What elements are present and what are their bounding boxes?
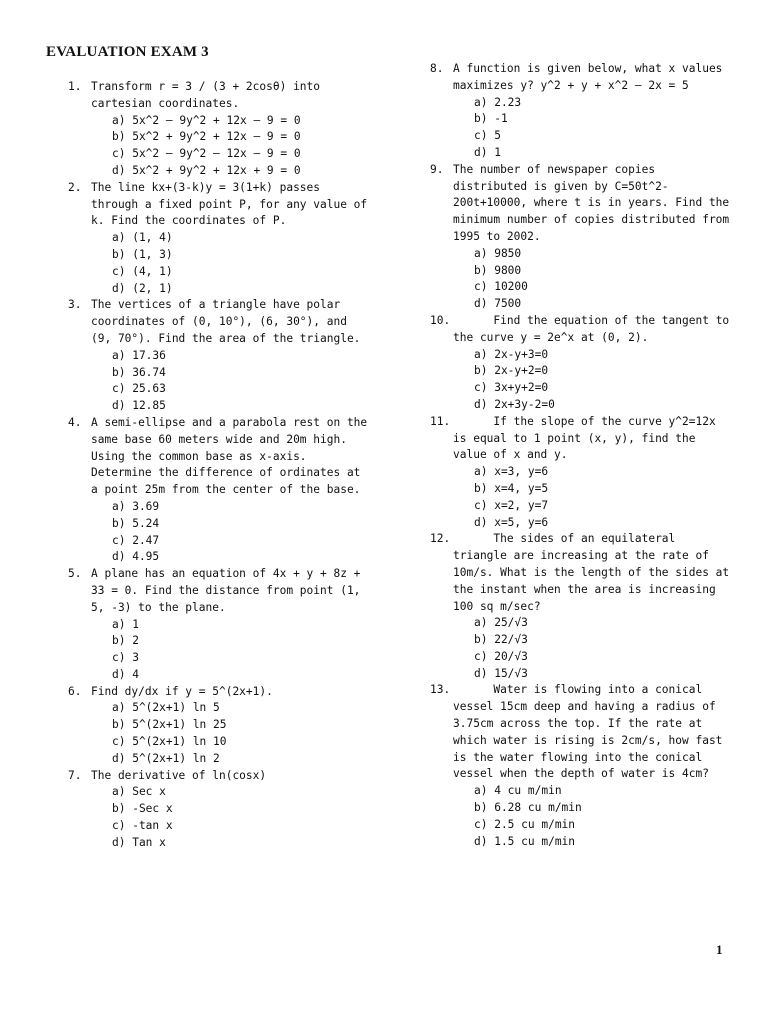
answer-option: d) 1.5 cu m/min bbox=[474, 834, 576, 848]
answer-option: d) 1 bbox=[474, 145, 501, 159]
answer-option: d) (2, 1) bbox=[112, 281, 173, 295]
question-text: The line kx+(3-k)y = 3(1+k) passes through a fixed point P, for any value of k. Find the coordinates of P. bbox=[91, 180, 374, 228]
answer-option: a) 4 cu m/min bbox=[474, 784, 562, 798]
answer-option: d) x=5, y=6 bbox=[474, 515, 549, 529]
question-text: The derivative of ln(cosx) bbox=[91, 768, 267, 782]
question-item bbox=[68, 768, 368, 852]
answer-option: b) -Sec x bbox=[112, 802, 173, 816]
question-number: 8. bbox=[430, 62, 444, 75]
right-question-column bbox=[430, 61, 736, 850]
answer-option: c) 25.63 bbox=[112, 382, 166, 396]
question-number: 7. bbox=[68, 768, 82, 782]
question-row bbox=[68, 768, 368, 785]
answer-option: b) 5^(2x+1) ln 25 bbox=[112, 718, 227, 732]
question-row bbox=[430, 531, 736, 615]
question-row bbox=[430, 682, 730, 783]
question-item bbox=[68, 180, 374, 298]
question-row bbox=[430, 162, 736, 246]
question-item bbox=[430, 313, 736, 414]
question-item bbox=[430, 531, 736, 682]
question-number: 11. bbox=[430, 414, 451, 428]
answer-option: d) 15/√3 bbox=[474, 666, 528, 680]
question-item bbox=[430, 61, 730, 162]
question-number: 3. bbox=[68, 298, 82, 312]
question-text: Find dy/dx if y = 5^(2x+1). bbox=[91, 684, 273, 698]
answer-option: d) Tan x bbox=[112, 835, 166, 849]
answer-option: b) x=4, y=5 bbox=[474, 481, 549, 495]
answer-option: c) 5^(2x+1) ln 10 bbox=[112, 735, 227, 749]
answer-options bbox=[430, 246, 730, 313]
question-text: Water is flowing into a conical vessel 15cm deep and having a radius of 3.75cm across the top. If the rate at which water is rising is 2cm/s, how fast is the water flowing into the conical vessel when the depth of water is 4cm? bbox=[453, 683, 730, 781]
question-item bbox=[430, 414, 730, 532]
answer-option: c) 3 bbox=[112, 651, 139, 665]
answer-option: d) 2x+3y-2=0 bbox=[474, 397, 555, 411]
question-number: 2. bbox=[68, 180, 82, 194]
question-number: 9. bbox=[430, 162, 444, 176]
left-question-column bbox=[68, 79, 374, 852]
answer-option: b) 2 bbox=[112, 634, 139, 648]
question-number: 4. bbox=[68, 415, 82, 429]
answer-option: c) 5 bbox=[474, 129, 501, 143]
question-number: 10. bbox=[430, 313, 451, 327]
question-row bbox=[68, 566, 368, 616]
answer-option: b) 6.28 cu m/min bbox=[474, 801, 582, 815]
answer-options bbox=[430, 615, 730, 682]
answer-option: a) 5^(2x+1) ln 5 bbox=[112, 701, 220, 715]
answer-option: c) x=2, y=7 bbox=[474, 498, 549, 512]
question-row bbox=[430, 414, 730, 464]
answer-options bbox=[68, 700, 368, 767]
question-item bbox=[68, 415, 374, 566]
question-row bbox=[430, 313, 736, 347]
question-number: 1. bbox=[68, 80, 82, 93]
answer-option: a) 9850 bbox=[474, 246, 522, 260]
answer-option: d) 7500 bbox=[474, 297, 522, 311]
answer-option: d) 5^(2x+1) ln 2 bbox=[112, 751, 220, 765]
question-item bbox=[68, 684, 368, 768]
question-row bbox=[68, 415, 374, 499]
answer-options bbox=[68, 784, 368, 851]
answer-option: a) 5x^2 – 9y^2 + 12x – 9 = 0 bbox=[112, 113, 301, 127]
question-number: 6. bbox=[68, 684, 82, 698]
answer-option: a) 1 bbox=[112, 617, 139, 631]
question-number: 5. bbox=[68, 567, 82, 581]
question-item bbox=[68, 79, 368, 180]
answer-option: b) 9800 bbox=[474, 263, 522, 277]
answer-options bbox=[68, 348, 368, 415]
answer-options bbox=[430, 347, 730, 414]
answer-option: b) 5x^2 + 9y^2 + 12x – 9 = 0 bbox=[112, 130, 301, 144]
question-text: A function is given below, what x values maximizes y? y^2 + y + x^2 – 2x = 5 bbox=[453, 62, 730, 92]
answer-option: d) 4 bbox=[112, 667, 139, 681]
answer-options bbox=[68, 113, 368, 180]
question-text: The number of newspaper copies distributed is given by C=50t^2-200t+10000, where t is in years. Find the minimum number of copies distributed from 1995 to 2002. bbox=[453, 162, 736, 243]
question-text: If the slope of the curve y^2=12x is equal to 1 point (x, y), find the value of x and y. bbox=[453, 414, 723, 462]
answer-option: b) (1, 3) bbox=[112, 247, 173, 261]
question-row bbox=[68, 180, 374, 230]
answer-option: a) 2x-y+3=0 bbox=[474, 347, 549, 361]
answer-option: d) 5x^2 + 9y^2 + 12x + 9 = 0 bbox=[112, 163, 301, 177]
answer-options bbox=[430, 783, 730, 850]
page-number: 1 bbox=[716, 942, 723, 957]
answer-option: a) Sec x bbox=[112, 785, 166, 799]
question-number: 12. bbox=[430, 532, 451, 546]
answer-option: a) 3.69 bbox=[112, 499, 160, 513]
answer-option: a) (1, 4) bbox=[112, 231, 173, 245]
answer-option: d) 12.85 bbox=[112, 399, 166, 413]
answer-option: b) -1 bbox=[474, 112, 508, 126]
answer-option: b) 36.74 bbox=[112, 365, 166, 379]
question-text: A semi-ellipse and a parabola rest on the same base 60 meters wide and 20m high. Using the common base as x-axis. Determine the difference of ordinates at a point 25m from the center of the base. bbox=[91, 415, 374, 497]
answer-option: a) 25/√3 bbox=[474, 616, 528, 630]
answer-option: c) 5x^2 – 9y^2 – 12x – 9 = 0 bbox=[112, 147, 301, 161]
answer-option: b) 5.24 bbox=[112, 516, 160, 530]
question-item bbox=[68, 566, 368, 684]
question-item bbox=[430, 682, 730, 850]
answer-option: b) 22/√3 bbox=[474, 633, 528, 647]
question-row bbox=[68, 79, 368, 113]
answer-options bbox=[68, 617, 368, 684]
answer-option: b) 2x-y+2=0 bbox=[474, 364, 549, 378]
answer-option: c) -tan x bbox=[112, 819, 173, 833]
question-text: The vertices of a triangle have polar coordinates of (0, 10°), (6, 30°), and (9, 70°). Find the area of the triangle. bbox=[91, 298, 361, 345]
page-title: EVALUATION EXAM 3 bbox=[46, 44, 209, 60]
answer-option: c) 3x+y+2=0 bbox=[474, 381, 549, 395]
question-number: 13. bbox=[430, 683, 451, 697]
answer-option: a) x=3, y=6 bbox=[474, 465, 549, 479]
answer-option: c) (4, 1) bbox=[112, 264, 173, 278]
question-text: The sides of an equilateral triangle are increasing at the rate of 10m/s. What is the length of the sides at the instant when the area is increasing 100 sq m/sec? bbox=[453, 532, 736, 613]
answer-option: c) 20/√3 bbox=[474, 649, 528, 663]
answer-option: c) 2.5 cu m/min bbox=[474, 817, 576, 831]
answer-options bbox=[68, 230, 368, 297]
question-text: Transform r = 3 / (3 + 2cosθ) into cartesian coordinates. bbox=[91, 80, 327, 110]
question-row bbox=[68, 297, 368, 347]
answer-option: a) 17.36 bbox=[112, 348, 166, 362]
question-item bbox=[68, 297, 368, 415]
answer-option: c) 10200 bbox=[474, 280, 528, 294]
answer-options bbox=[430, 95, 730, 162]
answer-options bbox=[430, 464, 730, 531]
answer-option: a) 2.23 bbox=[474, 95, 522, 109]
question-text: A plane has an equation of 4x + y + 8z + 33 = 0. Find the distance from point (1, 5, -3) to the plane. bbox=[91, 567, 368, 614]
answer-options bbox=[68, 499, 368, 566]
question-row bbox=[430, 61, 730, 95]
question-row bbox=[68, 684, 368, 701]
question-item bbox=[430, 162, 736, 313]
answer-option: d) 4.95 bbox=[112, 550, 160, 564]
question-text: Find the equation of the tangent to the curve y = 2e^x at (0, 2). bbox=[453, 313, 736, 344]
answer-option: c) 2.47 bbox=[112, 533, 160, 547]
